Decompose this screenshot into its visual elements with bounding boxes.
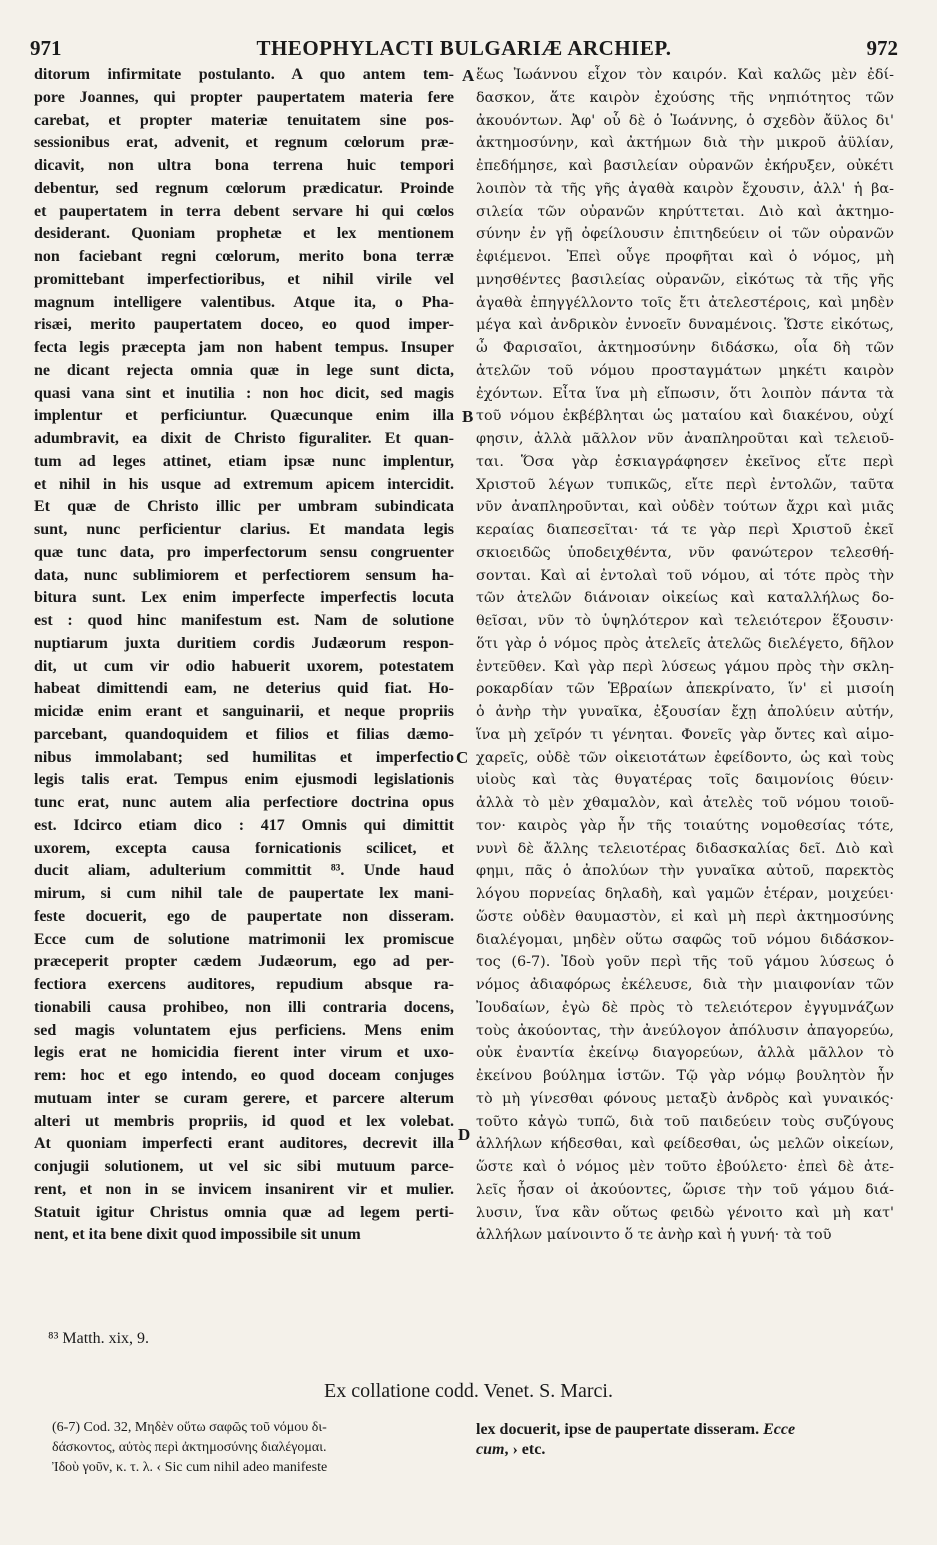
latin-text-line: alteri ut membris propriis, id quod et lex volebat. bbox=[34, 1112, 454, 1130]
greek-text-line: ἀκουόντων. Ἀφ' οὗ δὲ ὁ Ἰωάννης, ὁ σχεδὸν ἄϋλος δι' bbox=[476, 112, 894, 129]
latin-text-line: desiderant. Quoniam prophetæ et lex mentionem bbox=[34, 225, 454, 243]
greek-text-line: τοῦτο κἀγὼ τυπῶ, διὰ τοῦ παιδεύειν τοὺς συζύγους bbox=[476, 1113, 894, 1130]
greek-text-line: μέγα καὶ ἀνδρικὸν ἐννοεῖν δυναμένοις. Ὥστε εἰκότως, bbox=[476, 317, 894, 334]
greek-text-line: διαλέγομαι, μηδὲν οὕτω σαφῶς τοῦ νόμου διδάσκον- bbox=[476, 931, 894, 948]
latin-text-line: est. Idcirco etiam dico : 417 Omnis qui dimittit bbox=[34, 816, 454, 834]
greek-text-line: ὅτι γὰρ ὁ νόμος πρὸς ἀτελεῖς ἀτελῶς διελέγετο, δῆλον bbox=[476, 635, 894, 652]
greek-text-line: ἐχόντων. Εἶτα ἵνα μὴ εἴπωσιν, ὅτι λοιπὸν πάντα τὰ bbox=[476, 385, 894, 402]
greek-text-line: ἕως Ἰωάννου εἶχον τὸν καιρόν. Καὶ καλῶς μὲν ἐδί- bbox=[476, 67, 894, 83]
latin-text-line: sed magis voluntatem ejus perficiens. Mens enim bbox=[34, 1021, 454, 1039]
greek-text-line: τὸ μὴ γίνεσθαι φόνους μεταξὺ ἀνδρὸς καὶ γυναικός· bbox=[476, 1090, 894, 1107]
greek-text-line: ἀκτημοσύνην, καὶ ἀκτήμων διὰ τὴν μικροῦ ἀϋλίαν, bbox=[476, 135, 894, 152]
latin-text-line: ducit aliam, adulterium committit ⁸³. Unde haud bbox=[34, 862, 454, 880]
latin-text-line: dit, ut cum vir odio habuerit uxorem, potestatem bbox=[34, 657, 454, 675]
latin-text-line: est : quod hinc manifestum est. Nam de solutione bbox=[34, 612, 454, 629]
latin-text-line: fectiora exercens auditores, repudium absque ra- bbox=[34, 976, 454, 993]
greek-text-line: λοιπὸν τὰ τῆς γῆς ἀγαθὰ καιρὸν ἔχουσιν, ἀλλ' ἡ βα- bbox=[476, 180, 894, 197]
greek-text-line: σονται. Καὶ αἱ ἐντολαὶ τοῦ νόμου, αἱ τότε πρὸς τὴν bbox=[476, 567, 894, 584]
latin-text-line: non faciebant regni cœlorum, merito bona terræ bbox=[34, 248, 454, 265]
collation-note-latin bbox=[476, 1420, 894, 1460]
latin-text-line: bitura sunt. Lex enim imperfecte imperfectis locuta bbox=[34, 589, 454, 607]
latin-text-line: data, nunc sublimiorem et perfectiorem sensum ha- bbox=[34, 566, 454, 584]
greek-text-line: νόμος ἀδιαφόρως ἐκέλευσε, διὰ τὴν μιαιφονίαν τῶν bbox=[476, 977, 894, 993]
section-marker-c: C bbox=[456, 748, 469, 767]
latin-text-line: conjugii solutionem, ut vel sic sibi mutuum parce- bbox=[34, 1158, 454, 1175]
greek-text-line: υἱοὺς καὶ τὰς θυγατέρας τοῖς δαιμονίοις θύειν· bbox=[476, 772, 894, 789]
collation-latin-line-2 bbox=[476, 1440, 894, 1460]
latin-text-line: carebat, et propter materiæ tenuitatem sine pos- bbox=[34, 111, 454, 129]
section-marker-b: B bbox=[462, 407, 474, 426]
greek-text-line: χαρεῖς, οὐδὲ τῶν οἰκειοτάτων ἐφείδοντο, ὡς καὶ τοὺς bbox=[476, 749, 894, 766]
latin-text-line: Ecce cum de solutione matrimonii lex promiscue bbox=[34, 930, 454, 948]
greek-text-line: τῶν ἀτελῶν διάνοιαν οἰκείως καὶ καταλλήλως δο- bbox=[476, 590, 894, 607]
latin-text-line: fecta legis præcepta jam non habent tempus. Insuper bbox=[34, 339, 454, 356]
latin-text-line: uxorem, excepta causa fornicationis scilicet, et bbox=[34, 839, 454, 857]
latin-text-line: magnum intelligere valentibus. Atque ita, o Pha- bbox=[34, 293, 454, 311]
latin-text-line: tum ad leges attinet, etiam ipsæ nunc implentur, bbox=[34, 452, 454, 470]
greek-text-line: Χριστοῦ λέγων τυπικῶς, εἴτε περὶ ἐντολῶν, ταῦτα bbox=[476, 476, 894, 493]
greek-text-line: ἀλλήλων μαίνοιντο ὅ τε ἀνὴρ καὶ ἡ γυνή· τὰ τοῦ bbox=[476, 1227, 832, 1244]
latin-text-line: legis erat ne homicidia fierent inter virum et uxo- bbox=[34, 1044, 454, 1062]
latin-text-line: rent, et non in se invicem insanirent vir et mulier. bbox=[34, 1180, 454, 1198]
latin-text-line: quæ tunc data, pro imperfectorum sensu congruenter bbox=[34, 543, 454, 561]
greek-text-line: σύνην ἐν γῇ ὀφείλουσιν ἐπιτηδεύειν οἱ τῶν οὐρανῶν bbox=[476, 226, 894, 243]
greek-text-line: ὁ ἀνὴρ τὴν γυναῖκα, ἐξουσίαν ἔχῃ ἀπολύειν αὐτήν, bbox=[476, 704, 894, 720]
greek-text-line: ὦ Φαρισαῖοι, ἀκτημοσύνην διδάσκω, οἷα δὴ τῶν bbox=[476, 340, 894, 356]
greek-text-line: τος (6-7). Ἰδοὺ γοῦν περὶ τῆς τοῦ γάμου λύσεως ὁ bbox=[476, 954, 894, 971]
greek-text-line: ἵνα μὴ χεῖρόν τι γένηται. Φονεῖς γὰρ ὄντες καὶ αἱμο- bbox=[476, 726, 894, 743]
greek-text-line: θεῖσαι, νῦν τὸ ὑψηλότερον καὶ τελειότερον ἕξουσιν· bbox=[476, 613, 894, 629]
collation-latin-text-1: lex docuerit, ipse de paupertate disseram. bbox=[476, 1421, 764, 1438]
greek-text-line: ται. Ὅσα γὰρ ἐσκιαγράφησεν ἐκεῖνος εἴτε περὶ bbox=[476, 453, 894, 470]
greek-text-line: λεῖς ἦσαν οἱ ἀκούοντες, ὥρισε τὴν τοῦ γάμου διά- bbox=[476, 1181, 894, 1198]
latin-text-line: pore Joannes, qui propter paupertatem materia fere bbox=[34, 88, 454, 106]
greek-text-line: οὐκ ἐναντία ἐκείνῳ διαγορεύων, ἀλλὰ μᾶλλον τὸ bbox=[476, 1045, 894, 1062]
latin-text-line: ne dicant rejecta omnia quæ in lege sunt dicta, bbox=[34, 361, 454, 379]
greek-column bbox=[476, 64, 894, 1247]
collation-latin-italic-2: cum bbox=[476, 1441, 505, 1458]
greek-text-line: τοῦ νόμου ἐκβέβληται ὡς ματαίου καὶ διακένου, οὐχί bbox=[476, 408, 894, 425]
greek-text-line: ἀλλήλων κήδεσθαι, καὶ φείδεσθαι, ὡς μελῶν οἰκείων, bbox=[476, 1136, 894, 1153]
latin-text-line: tunc erat, nunc autem alia perfectiore doctrina opus bbox=[34, 794, 454, 811]
latin-text-line: adumbravit, ea dixit de Christo figuraliter. Et quan- bbox=[34, 430, 454, 447]
latin-text-line: habeat dimittendi eam, ne deterius quid fiat. Ho- bbox=[34, 680, 454, 698]
collation-greek-line: Ἰδοὺ γοῦν, κ. τ. λ. ‹ Sic cum nihil adeo manifeste bbox=[52, 1460, 328, 1475]
latin-text-line: dicavit, non ultra bona terrena huic tempori bbox=[34, 157, 454, 174]
greek-text-line: φησιν, ἀλλὰ μᾶλλον νῦν ἀναπληροῦται καὶ τελειοῦ- bbox=[476, 431, 894, 447]
greek-text-line: λόγου πορνείας δηλαδὴ, καὶ γαμῶν ἑτέραν, μοιχεύει· bbox=[476, 886, 894, 902]
page-header bbox=[30, 36, 898, 66]
greek-text-line: ὥστε οὐδὲν θαυμαστὸν, εἰ καὶ μὴ περὶ ἀκτημοσύνης bbox=[476, 908, 894, 925]
greek-text-line: ὥστε καὶ ὁ νόμος μὲν τοῦτο ἐβούλετο· ἐπεὶ δὲ ἀτε- bbox=[476, 1159, 894, 1175]
latin-text-line: implentur et perficiuntur. Quæcunque enim illa bbox=[34, 407, 454, 425]
greek-text-line: σκιοειδῶς ὑποδειχθέντα, νῦν φανώτερον τελεσθή- bbox=[476, 544, 894, 561]
greek-text-line: νῦν ἀναπληροῦνται, καὶ οὐδὲν τούτων ἄχρι καὶ μιᾶς bbox=[476, 499, 894, 516]
latin-text-line: nuptiarum juxta duritiem cordis Judæorum respon- bbox=[34, 634, 454, 652]
greek-text-line: ἀτελῶν τοῦ νόμου προσταγμάτων μηκέτι καιρὸν bbox=[476, 362, 894, 379]
greek-text-line: κεραίας διαπεσεῖται· τά τε γὰρ περὶ Χριστοῦ ἐκεῖ bbox=[476, 522, 894, 538]
latin-text-line: Et quæ de Christo illic per umbram subindicata bbox=[34, 498, 454, 516]
latin-text-line: sessionibus erat, advenit, et regnum cœlorum præ- bbox=[34, 134, 454, 152]
latin-text-line: parcebant, quandoquidem et filios et filias dæmo- bbox=[34, 725, 454, 743]
footnote: ⁸³ Matth. xix, 9. bbox=[48, 1330, 150, 1347]
collation-title: Ex collatione codd. Venet. S. Marci. bbox=[323, 1380, 613, 1402]
latin-text-line: nibus immolabant; sed humilitas et imperfectio bbox=[34, 748, 454, 766]
greek-text-line: φημι, πᾶς ὁ ἀπολύων τὴν γυναῖκα αὐτοῦ, παρεκτὸς bbox=[476, 863, 894, 880]
greek-text-line: ἐντεῦθεν. Καὶ γὰρ περὶ λύσεως γάμου πρὸς τὴν σκλη- bbox=[476, 658, 894, 675]
latin-text-line: risæi, merito paupertatem doceo, eo quod imper- bbox=[34, 316, 454, 334]
section-marker-a: A bbox=[462, 66, 475, 85]
latin-text-line: debentur, sed regnum cœlorum prædicatur. Proinde bbox=[34, 179, 454, 197]
latin-text-line: promittebant imperfectioribus, et nihil virile vel bbox=[34, 270, 454, 288]
greek-text-line: ἐφιέμενοι. Ἐπεὶ οὖγε προφῆται καὶ ὁ νόμος, μὴ bbox=[476, 249, 894, 265]
latin-text-line: feste docuerit, ego de paupertate non disseram. bbox=[34, 907, 454, 925]
page-number-left: 971 bbox=[30, 36, 62, 60]
greek-text-line: ἀγαθὰ ἐπηγγέλλοντο τοῖς ἔτι ἀτελεστέροις, καὶ μηδὲν bbox=[476, 294, 894, 311]
latin-column bbox=[34, 64, 454, 1247]
latin-text-line: rem: hoc et ego intendo, eo quod doceam conjuges bbox=[34, 1067, 454, 1084]
section-marker-d: D bbox=[458, 1125, 471, 1144]
latin-text-line: nent, et ita bene dixit quod impossibile sit unum bbox=[34, 1226, 361, 1244]
greek-text-line: σιλεία τῶν οὐρανῶν κηρύττεται. Διὸ καὶ ἀκτημο- bbox=[476, 203, 894, 220]
greek-text-line: ἀλλὰ τὸ μὲν χθαμαλὸν, καὶ ἀτελὲς τοῦ νόμου τοιοῦ- bbox=[476, 795, 894, 811]
greek-text-line: μνησθέντες βασιλείας οὐρανῶν, εἰκότως τὰ τῆς γῆς bbox=[476, 271, 894, 288]
latin-text-line: legis talis erat. Tempus enim ejusmodi legislationis bbox=[34, 771, 454, 789]
greek-text-line: Ἰουδαίων, ἐγὼ δὲ πρὸς τὸ τελειότερον ἐγγυμνάζων bbox=[476, 999, 894, 1016]
collation-greek-line: δάσκοντος, αὐτὸς περὶ ἀκτημοσύνης διαλέγομαι. bbox=[52, 1440, 327, 1455]
collation-latin-italic-1: Ecce bbox=[763, 1421, 796, 1438]
latin-text-line: et paupertatem in terra debent servare hi qui cœlos bbox=[34, 202, 454, 220]
greek-text-line: ροκαρδίαν τῶν Ἑβραίων ἀπεκρίνατο, ἵν' εἰ μισοίη bbox=[476, 681, 894, 698]
greek-text-line: τον· καιρὸς γὰρ ἦν τῆς τοιαύτης νομοθεσίας τότε, bbox=[476, 817, 894, 834]
collation-latin-text-2: , › etc. bbox=[504, 1441, 546, 1458]
collation-note-greek bbox=[52, 1418, 452, 1478]
collation-latin-line-1 bbox=[476, 1420, 894, 1440]
latin-text-line: ditorum infirmitate postulanto. A quo antem tem- bbox=[34, 66, 454, 83]
latin-text-line: micidæ enim erant et sanguinarii, et neque propriis bbox=[34, 703, 454, 720]
greek-text-line: λυσιν, ἵνα κἂν οὕτως φειδὼ γένοιτο καὶ μὴ κατ' bbox=[476, 1204, 894, 1221]
latin-text-line: At quoniam imperfecti erant auditores, decrevit illa bbox=[34, 1135, 454, 1153]
greek-text-line: νυνὶ δὲ ἄλλης τελειοτέρας διδασκαλίας δεῖ. Διὸ καὶ bbox=[476, 840, 894, 857]
greek-text-line: ἐπεδήμησε, καὶ βασιλείαν οὐρανῶν ἐκήρυξεν, οὐκέτι bbox=[476, 158, 894, 174]
greek-text-line: ἐκείνου βούλημα ἱστῶν. Τῷ γὰρ νόμῳ βουλητὸν ἦν bbox=[476, 1068, 894, 1084]
latin-text-line: et nihil in his usque ad extremum apicem intercidit. bbox=[34, 475, 454, 493]
latin-text-line: quasi vana sint et inutilia : non hoc dicit, sed magis bbox=[34, 384, 454, 402]
collation-greek-line: (6-7) Cod. 32, Μηδὲν οὕτω σαφῶς τοῦ νόμου δι- bbox=[52, 1420, 327, 1435]
latin-text-line: mirum, si cum nihil tale de paupertate lex mani- bbox=[34, 885, 454, 902]
greek-text-line: δασκον, ἅτε καιρὸν ἐχούσης τῆς νηπιότητος τῶν bbox=[476, 89, 894, 106]
latin-text-line: præceperit propter cædem Judæorum, ego ad per- bbox=[34, 953, 454, 971]
page-number-right: 972 bbox=[866, 36, 898, 60]
latin-text-line: Statuit igitur Christus omnia quæ ad legem perti- bbox=[34, 1203, 454, 1221]
latin-text-line: tionabili causa prohibeo, non illi contraria docens, bbox=[34, 998, 454, 1016]
latin-text-line: mutuam inter se curam gerere, et parcere alterum bbox=[34, 1089, 454, 1107]
running-title: THEOPHYLACTI BULGARIÆ ARCHIEP. bbox=[256, 36, 672, 60]
latin-text-line: sunt, nunc perficientur clarius. Et mandata legis bbox=[34, 521, 454, 538]
greek-text-line: τοὺς ἀκούοντας, τὴν ἀνεύλογον ἀπόλυσιν ἀπαγορεύω, bbox=[476, 1022, 894, 1039]
